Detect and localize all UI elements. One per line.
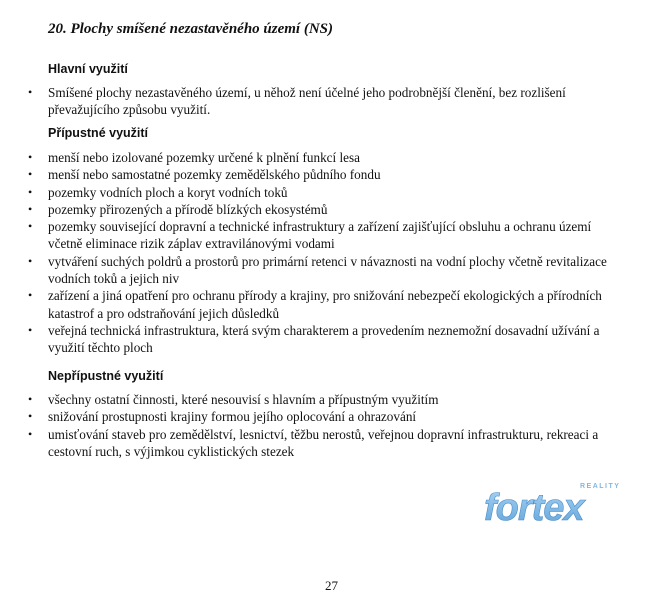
- list-item: • všechny ostatní činnosti, které nesouvisí s hlavním a přípustným využitím: [28, 392, 439, 407]
- heading-permitted-use: Přípustné využití: [48, 126, 149, 140]
- forbidden-use-list: [28, 391, 628, 460]
- list-item: • snižování prostupnosti krajiny formou jejího oplocování a ohrazování: [28, 409, 417, 425]
- list-item: • Smíšené plochy nezastavěného území, u něhož není účelné jeho podrobnější členění, bez rozlišení převažujícího způsobu využití.: [28, 85, 566, 118]
- heading-forbidden-use: Nepřípustné využití: [48, 369, 164, 383]
- bullet-icon: •: [28, 201, 33, 216]
- bullet-icon: •: [28, 184, 33, 199]
- bullet-icon: •: [28, 426, 33, 441]
- bullet-icon: •: [28, 392, 33, 406]
- main-use-list: [28, 84, 628, 119]
- list-item: • pozemky přirozených a přírodě blízkých ekosystémů: [28, 201, 328, 217]
- list-item: • menší nebo samostatné pozemky zemědělského půdního fondu: [28, 167, 381, 183]
- bullet-icon: •: [28, 167, 33, 182]
- bullet-icon: •: [28, 288, 33, 303]
- bullet-icon: •: [28, 85, 33, 99]
- page-number: 27: [325, 578, 338, 593]
- bullet-icon: •: [28, 322, 33, 337]
- list-item: • veřejná technická infrastruktura, která svým charakterem a provedením neznemožní dosavadní užívání a využití těchto ploch: [28, 322, 600, 356]
- section-title: 20. Plochy smíšené nezastavěného území (NS): [48, 21, 333, 37]
- bullet-icon: •: [28, 150, 33, 164]
- bullet-icon: •: [28, 409, 33, 424]
- fortex-logo: [478, 478, 638, 528]
- list-item: • pozemky související dopravní a technické infrastruktury a zařízení zajišťující obsluhu a ochranu území včetně eliminace rizik záplav extravilánovými vodami: [28, 219, 592, 252]
- logo-word: fortex: [484, 487, 584, 528]
- bullet-icon: •: [28, 253, 33, 268]
- list-item: • zařízení a jiná opatření pro ochranu přírody a krajiny, pro snižování nebezpečí ekologických a přírodních katastrof a pro odstraňování jejich důsledků: [28, 288, 602, 321]
- heading-main-use: Hlavní využití: [48, 62, 128, 76]
- logo-tag: REALITY: [580, 483, 621, 490]
- list-item: • umisťování staveb pro zemědělství, lesnictví, těžbu nerostů, veřejnou dopravní infrastrukturu, rekreaci a cestovní ruch, s výjimkou cyklistických stezek: [28, 426, 599, 459]
- permitted-use-list: [28, 149, 628, 357]
- list-item: • menší nebo izolované pozemky určené k plnění funkcí lesa: [28, 150, 360, 165]
- list-item: • pozemky vodních ploch a koryt vodních toků: [28, 184, 288, 200]
- bullet-icon: •: [28, 219, 33, 234]
- list-item: • vytváření suchých poldrů a prostorů pro primární retenci v návaznosti na vodní plochy včetně revitalizace vodních toků a jejich niv: [28, 253, 607, 287]
